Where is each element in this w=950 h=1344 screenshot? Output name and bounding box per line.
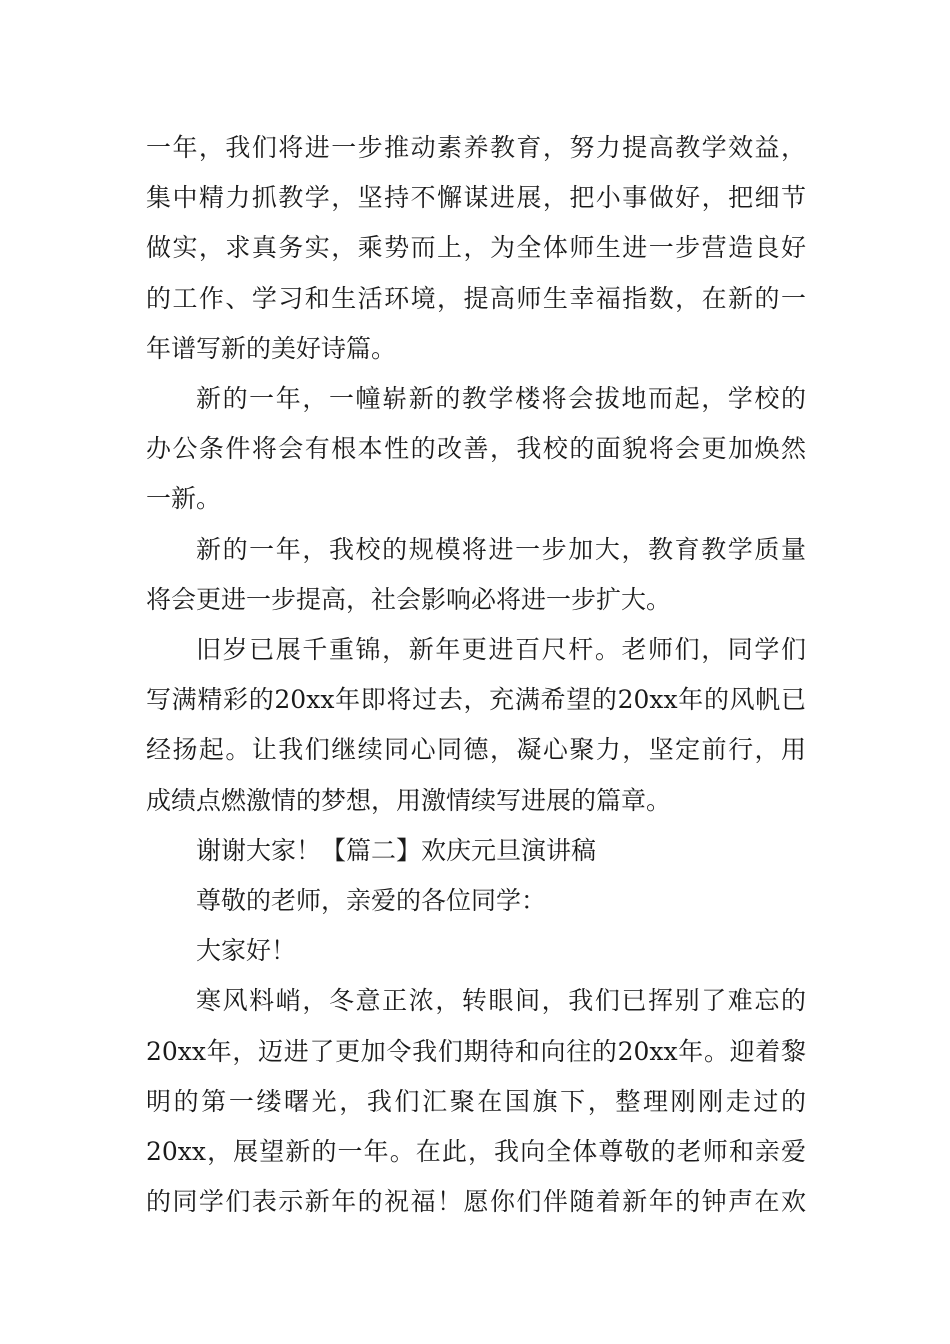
text-line: 成绩点燃激情的梦想，用激情续写进展的篇章。 (146, 786, 672, 815)
text-line: 20xx，展望新的一年。在此，我向全体尊敬的老师和亲爱 (146, 1137, 806, 1166)
text-line: 新的一年，一幢崭新的教学楼将会拔地而起，学校的 (196, 384, 806, 413)
text-line: 的同学们表示新年的祝福！愿你们伴随着新年的钟声在欢 (146, 1187, 806, 1216)
text-line: 新的一年，我校的规模将进一步加大，教育教学质量 (196, 535, 806, 564)
text-line: 做实，求真务实，乘势而上，为全体师生进一步营造良好 (146, 233, 806, 262)
text-line: 旧岁已展千重锦，新年更进百尺杆。老师们，同学们 (196, 635, 806, 664)
text-line: 大家好！ (196, 936, 297, 965)
text-line: 将会更进一步提高，社会影响必将进一步扩大。 (146, 585, 672, 614)
text-line: 20xx年，迈进了更加令我们期待和向往的20xx年。迎着黎 (146, 1037, 806, 1066)
text-line: 尊敬的老师，亲爱的各位同学： (196, 886, 547, 915)
text-line: 一新。 (146, 484, 222, 513)
text-line: 经扬起。让我们继续同心同德，凝心聚力，坚定前行，用 (146, 735, 806, 764)
text-line: 写满精彩的20xx年即将过去，充满希望的20xx年的风帆已 (146, 685, 806, 714)
text-line: 谢谢大家！【篇二】欢庆元旦演讲稿 (196, 836, 597, 865)
text-line: 办公条件将会有根本性的改善，我校的面貌将会更加焕然 (146, 434, 806, 463)
text-line: 寒风料峭，冬意正浓，转眼间，我们已挥别了难忘的 (196, 986, 806, 1015)
text-line: 一年，我们将进一步推动素养教育，努力提高教学效益， (146, 133, 806, 162)
text-line: 明的第一缕曙光，我们汇聚在国旗下，整理刚刚走过的 (146, 1087, 806, 1116)
text-line: 年谱写新的美好诗篇。 (146, 334, 397, 363)
text-line: 的工作、学习和生活环境，提高师生幸福指数，在新的一 (146, 284, 806, 313)
text-line: 集中精力抓教学，坚持不懈谋进展，把小事做好，把细节 (146, 183, 806, 212)
